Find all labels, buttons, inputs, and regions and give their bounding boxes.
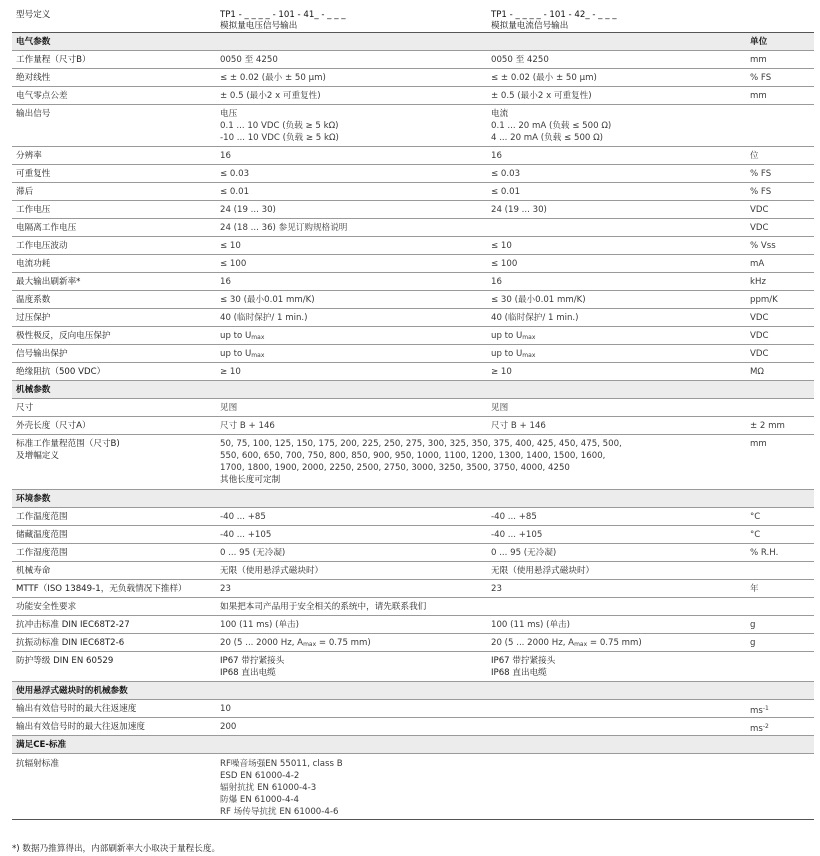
col1-header — [220, 6, 490, 31]
value-subscript: max — [522, 352, 536, 359]
spec-value-voltage: ≤ 0.03 — [220, 169, 250, 179]
spec-row — [12, 399, 814, 417]
output-type: 电流 — [491, 109, 509, 119]
section-environment — [12, 490, 814, 508]
section-mechanical — [12, 381, 814, 399]
spec-label: 信号输出保护 — [16, 349, 68, 359]
spec-label: 分辨率 — [16, 151, 42, 161]
spec-label: 尺寸 — [16, 403, 34, 413]
spec-value-current — [491, 219, 749, 222]
spec-value-current — [491, 327, 749, 344]
value-subscript: max — [251, 352, 265, 359]
spec-label: 工作电压 — [16, 205, 51, 215]
spec-value-current — [491, 634, 749, 651]
section-title: 环境参数 — [16, 494, 51, 504]
spec-unit: MΩ — [750, 367, 764, 377]
range-line: 1700, 1800, 1900, 2000, 2250, 2500, 2750, 3000, 3250, 3500, 3750, 4000, 4250 — [220, 463, 570, 473]
spec-value-voltage: ≤ 100 — [220, 259, 247, 269]
spec-value-note: 如果把本司产品用于安全相关的系统中，请先联系我们 — [220, 602, 427, 612]
section-electrical — [12, 33, 814, 51]
spec-row — [12, 562, 814, 580]
spec-label: 储藏温度范围 — [16, 530, 68, 540]
spec-value-voltage: 0050 至 4250 — [220, 55, 278, 65]
emc-standards — [220, 754, 490, 818]
spec-unit: mm — [750, 439, 767, 449]
spec-label: 外壳长度（尺寸A） — [16, 421, 91, 431]
spec-value-voltage: 40 (临时保护/ 1 min.) — [220, 313, 308, 323]
value-subscript: max — [251, 334, 265, 341]
spec-row — [12, 616, 814, 634]
spec-row — [12, 219, 814, 237]
spec-value-current: ≤ 30 (最小0.01 mm/K) — [491, 295, 586, 305]
spec-row — [12, 69, 814, 87]
spec-value-current: ≤ 100 — [491, 259, 518, 269]
section-floating — [12, 682, 814, 700]
spec-label: 功能安全性要求 — [16, 602, 77, 612]
spec-row — [12, 291, 814, 309]
spec-value-current: 23 — [491, 584, 502, 594]
spec-value-voltage — [220, 327, 490, 344]
header-label: 型号定义 — [16, 10, 51, 20]
spec-value-current: ≤ 0.01 — [491, 187, 521, 197]
spec-value-current: 见图 — [491, 403, 509, 413]
spec-unit: 位 — [750, 151, 759, 161]
spec-row — [12, 580, 814, 598]
spec-row — [12, 363, 814, 381]
spec-value-current — [491, 345, 749, 362]
spec-row — [12, 327, 814, 345]
spec-unit: VDC — [750, 205, 769, 215]
spec-unit: 年 — [750, 584, 759, 594]
standard-line: 辐射抗扰 EN 61000-4-3 — [220, 783, 317, 793]
spec-label: 滞后 — [16, 187, 34, 197]
spec-label: 工作湿度范围 — [16, 548, 68, 558]
col2-header — [491, 6, 749, 31]
section-title: 电气参数 — [16, 37, 51, 47]
spec-value-ranges — [220, 435, 720, 486]
spec-value-current: 16 — [491, 277, 502, 287]
spec-label: 防护等级 DIN EN 60529 — [16, 656, 114, 666]
spec-value-voltage: ≤ 30 (最小0.01 mm/K) — [220, 295, 315, 305]
spec-row — [12, 718, 814, 736]
spec-label: 绝缘阻抗（500 VDC） — [16, 367, 106, 377]
unit-base: ms — [750, 706, 763, 716]
spec-unit: ppm/K — [750, 295, 778, 305]
value-subscript: max — [522, 334, 536, 341]
spec-row — [12, 147, 814, 165]
col2-desc: 模拟量电流信号输出 — [491, 21, 569, 31]
spec-unit: VDC — [750, 313, 769, 323]
standard-line: RF噪音场强EN 55011, class B — [220, 759, 343, 769]
section-title: 机械参数 — [16, 385, 51, 395]
spec-value-voltage: -40 ... +105 — [220, 530, 272, 540]
output-range: 4 ... 20 mA (负载 ≤ 500 Ω) — [491, 133, 604, 143]
spec-label: 机械寿命 — [16, 566, 51, 576]
output-range: -10 ... 10 VDC (负载 ≥ 5 kΩ) — [220, 133, 339, 143]
spec-unit — [750, 700, 814, 717]
value-subscript: max — [303, 641, 317, 648]
value-line: IP67 带拧紧接头 — [491, 656, 556, 666]
spec-row — [12, 700, 814, 718]
spec-row — [12, 634, 814, 652]
footnote: *) 数据乃推算得出，内部刷新率大小取决于量程长度。 — [12, 844, 221, 854]
value-text: up to U — [491, 349, 523, 359]
spec-row — [12, 273, 814, 291]
standard-line: RF 场传导抗扰 EN 61000-4-6 — [220, 807, 339, 817]
spec-value-voltage: 16 — [220, 277, 231, 287]
spec-value-voltage — [220, 105, 490, 144]
spec-row — [12, 255, 814, 273]
spec-value-voltage: ± 0.5 (最小2 x 可重复性) — [220, 91, 321, 101]
spec-value-voltage: 100 (11 ms) (单击) — [220, 620, 299, 630]
spec-value: 200 — [220, 722, 237, 732]
spec-value: 10 — [220, 704, 231, 714]
spec-value-voltage: 无限（使用悬浮式磁块时） — [220, 566, 324, 576]
spec-row — [12, 183, 814, 201]
spec-row — [12, 435, 814, 490]
spec-value-current — [491, 105, 749, 144]
spec-row — [12, 754, 814, 820]
output-range: 0.1 ... 10 VDC (负载 ≥ 5 kΩ) — [220, 121, 339, 131]
spec-label: 输出有效信号时的最大往返加速度 — [16, 722, 145, 732]
range-line: 50, 75, 100, 125, 150, 175, 200, 225, 250, 275, 300, 325, 350, 375, 400, 425, 450, 475, 500, — [220, 439, 622, 449]
spec-label: 输出信号 — [16, 109, 51, 119]
spec-value-voltage — [220, 634, 490, 651]
spec-label: 可重复性 — [16, 169, 51, 179]
spec-unit: kHz — [750, 277, 766, 287]
col1-desc: 模拟量电压信号输出 — [220, 21, 298, 31]
spec-value-current — [491, 652, 749, 679]
section-ce — [12, 736, 814, 754]
spec-label: 温度系数 — [16, 295, 51, 305]
spec-value-current: 40 (临时保护/ 1 min.) — [491, 313, 579, 323]
spec-value-voltage: ≤ 10 — [220, 241, 241, 251]
spec-row — [12, 345, 814, 363]
spec-row — [12, 237, 814, 255]
value-line: IP68 直出电缆 — [220, 668, 276, 678]
unit-base: ms — [750, 724, 763, 734]
unit-header: 单位 — [750, 37, 768, 47]
spec-label: 抗振动标准 DIN IEC68T2-6 — [16, 638, 125, 648]
spec-unit: % FS — [750, 73, 772, 83]
spec-unit: g — [750, 620, 756, 630]
spec-unit: mm — [750, 91, 767, 101]
spec-unit: °C — [750, 530, 761, 540]
spec-value-voltage: ≤ 0.01 — [220, 187, 250, 197]
spec-unit: g — [750, 638, 756, 648]
spec-label: MTTF（ISO 13849-1，无负载情况下推样） — [16, 584, 187, 594]
spec-value-current: 0 ... 95 (无冷凝) — [491, 548, 557, 558]
spec-value-current: -40 ... +105 — [491, 530, 543, 540]
spec-label: 工作量程（尺寸B） — [16, 55, 91, 65]
spec-row — [12, 598, 814, 616]
spec-unit: % FS — [750, 169, 772, 179]
spec-row — [12, 309, 814, 327]
value-subscript: max — [574, 641, 588, 648]
section-title: 使用悬浮式磁块时的机械参数 — [16, 686, 128, 696]
standard-line: 防爆 EN 61000-4-4 — [220, 795, 299, 805]
spec-value-voltage: 0 ... 95 (无冷凝) — [220, 548, 286, 558]
spec-label: 电气零点公差 — [16, 91, 68, 101]
range-line: 550, 600, 650, 700, 750, 800, 850, 900, 950, 1000, 1100, 1200, 1300, 1400, 1500, 1600, — [220, 451, 606, 461]
spec-value-voltage — [220, 345, 490, 362]
spec-row — [12, 87, 814, 105]
spec-value-current: 24 (19 ... 30) — [491, 205, 547, 215]
spec-label: 电隔离工作电压 — [16, 223, 77, 233]
col1-model: TP1 - _ _ _ _ - 101 - 41_ - _ _ _ — [220, 10, 346, 20]
spec-label: 最大输出刷新率* — [16, 277, 81, 287]
spec-unit: °C — [750, 512, 761, 522]
range-line: 其他长度可定制 — [220, 475, 281, 485]
value-text: = 0.75 mm) — [316, 638, 371, 648]
spec-value-voltage: ≥ 10 — [220, 367, 241, 377]
spec-value-voltage: 尺寸 B + 146 — [220, 421, 275, 431]
output-range: 0.1 ... 20 mA (负载 ≤ 500 Ω) — [491, 121, 612, 131]
output-type: 电压 — [220, 109, 238, 119]
spec-value-voltage: 见图 — [220, 403, 238, 413]
spec-unit: ± 2 mm — [750, 421, 785, 431]
spec-row — [12, 526, 814, 544]
spec-row — [12, 652, 814, 682]
spec-label: 输出有效信号时的最大往返速度 — [16, 704, 137, 714]
spec-label: 电流功耗 — [16, 259, 51, 269]
spec-value-current: -40 ... +85 — [491, 512, 537, 522]
value-line: IP67 带拧紧接头 — [220, 656, 285, 666]
spec-value-current: 0050 至 4250 — [491, 55, 549, 65]
value-text: = 0.75 mm) — [587, 638, 642, 648]
value-text: up to U — [491, 331, 523, 341]
label-line: 及增幅定义 — [16, 451, 59, 461]
spec-unit: % R.H. — [750, 548, 779, 558]
value-text: up to U — [220, 349, 252, 359]
spec-value-current: ≤ ± 0.02 (最小 ± 50 µm) — [491, 73, 597, 83]
spec-value-voltage: 16 — [220, 151, 231, 161]
spec-unit: % FS — [750, 187, 772, 197]
unit-exponent: -1 — [762, 705, 769, 712]
spec-value-current: 无限（使用悬浮式磁块时） — [491, 566, 595, 576]
spec-unit — [750, 718, 814, 735]
spec-unit: mm — [750, 55, 767, 65]
spec-value-voltage: ≤ ± 0.02 (最小 ± 50 µm) — [220, 73, 326, 83]
spec-value-current: ± 0.5 (最小2 x 可重复性) — [491, 91, 592, 101]
spec-label: 绝对线性 — [16, 73, 51, 83]
unit-exponent: -2 — [762, 723, 769, 730]
spec-value-current: 尺寸 B + 146 — [491, 421, 546, 431]
value-text: up to U — [220, 331, 252, 341]
spec-row — [12, 165, 814, 183]
spec-row — [12, 417, 814, 435]
spec-unit: VDC — [750, 349, 769, 359]
spec-label: 抗冲击标准 DIN IEC68T2-27 — [16, 620, 130, 630]
spec-value-voltage: 23 — [220, 584, 231, 594]
spec-row — [12, 105, 814, 147]
spec-row — [12, 51, 814, 69]
spec-value-current: ≥ 10 — [491, 367, 512, 377]
value-text: 20 (5 ... 2000 Hz, A — [220, 638, 304, 648]
spec-value-voltage: -40 ... +85 — [220, 512, 266, 522]
section-title: 满足CE-标准 — [16, 740, 67, 750]
spec-value-current: ≤ 10 — [491, 241, 512, 251]
spec-value-voltage: 24 (19 ... 30) — [220, 205, 276, 215]
spec-value-current: ≤ 0.03 — [491, 169, 521, 179]
header-row — [12, 6, 814, 33]
spec-value-current: 100 (11 ms) (单击) — [491, 620, 570, 630]
spec-unit: VDC — [750, 223, 769, 233]
spec-unit: % Vss — [750, 241, 776, 251]
value-text: 20 (5 ... 2000 Hz, A — [491, 638, 575, 648]
spec-label: 过压保护 — [16, 313, 51, 323]
label-line: 标准工作量程范围（尺寸B) — [16, 439, 120, 449]
col2-model: TP1 - _ _ _ _ - 101 - 42_ - _ _ _ — [491, 10, 617, 20]
spec-sheet — [12, 6, 814, 820]
spec-row — [12, 544, 814, 562]
spec-value-current: 16 — [491, 151, 502, 161]
spec-label: 工作温度范围 — [16, 512, 68, 522]
spec-label: 工作电压波动 — [16, 241, 68, 251]
spec-value-voltage: 24 (18 ... 36) 参见订购规格说明 — [220, 223, 348, 233]
spec-value-voltage — [220, 652, 490, 679]
spec-label: 极性极反，反向电压保护 — [16, 331, 111, 341]
spec-row — [12, 201, 814, 219]
spec-label: 抗辐射标准 — [16, 759, 59, 769]
standard-line: ESD EN 61000-4-2 — [220, 771, 300, 781]
spec-row — [12, 508, 814, 526]
spec-unit: VDC — [750, 331, 769, 341]
spec-unit: mA — [750, 259, 765, 269]
spec-label — [16, 435, 216, 462]
value-line: IP68 直出电缆 — [491, 668, 547, 678]
